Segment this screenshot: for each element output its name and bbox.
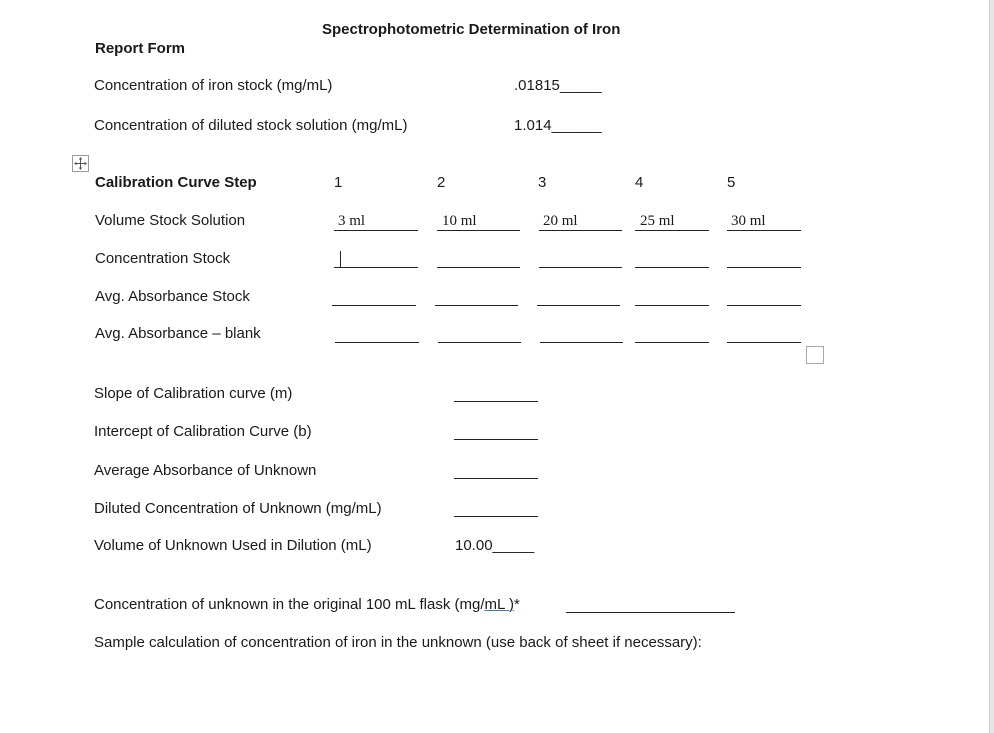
diluted-stock-blank: ______ — [551, 117, 602, 134]
volume-stock-field-2[interactable] — [437, 230, 520, 231]
diluted-stock-label: Concentration of diluted stock solution (mg/mL) — [94, 117, 408, 134]
volume-unknown-label: Volume of Unknown Used in Dilution (mL) — [94, 537, 372, 554]
concentration-stock-field-2[interactable] — [437, 267, 520, 268]
avg-absorbance-blank-field-3[interactable] — [540, 342, 623, 343]
diluted-stock-value: 1.014 — [514, 117, 552, 134]
avg-absorbance-stock-field-4[interactable] — [635, 305, 709, 306]
intercept-field[interactable] — [454, 439, 538, 440]
concentration-stock-field-3[interactable] — [539, 267, 622, 268]
volume-stock-field-4[interactable] — [635, 230, 709, 231]
diluted-stock-field[interactable] — [514, 117, 602, 134]
step-5-header: 5 — [727, 174, 736, 191]
concentration-stock-field-5[interactable] — [727, 267, 801, 268]
iron-stock-field[interactable] — [514, 77, 602, 94]
report-form-label: Report Form — [95, 40, 185, 57]
concentration-stock-label: Concentration Stock — [95, 250, 231, 267]
concentration-stock-field-4[interactable] — [635, 267, 709, 268]
iron-stock-blank: _____ — [559, 77, 602, 94]
volume-stock-field-5[interactable] — [727, 230, 801, 231]
slope-field[interactable] — [454, 401, 538, 402]
step-1-header: 1 — [334, 174, 343, 191]
avg-absorbance-stock-field-5[interactable] — [727, 305, 801, 306]
avg-absorbance-stock-label: Avg. Absorbance Stock — [95, 288, 250, 305]
volume-stock-field-1[interactable] — [334, 230, 418, 231]
avg-absorbance-blank-field-2[interactable] — [438, 342, 521, 343]
conc-original-label-link: mL ) — [484, 596, 514, 613]
volume-unknown-value: 10.00 — [455, 537, 493, 554]
avg-absorbance-blank-field-5[interactable] — [727, 342, 801, 343]
slope-label: Slope of Calibration curve (m) — [94, 385, 293, 402]
conc-original-field[interactable] — [566, 612, 735, 613]
page-right-edge — [989, 0, 994, 733]
step-4-header: 4 — [635, 174, 644, 191]
volume-stock-value-5: 30 ml — [731, 213, 766, 229]
concentration-stock-field-1[interactable] — [334, 267, 418, 268]
volume-unknown-blank: _____ — [492, 537, 535, 554]
avg-absorbance-unknown-label: Average Absorbance of Unknown — [94, 462, 317, 479]
diluted-unknown-label: Diluted Concentration of Unknown (mg/mL) — [94, 500, 382, 517]
avg-absorbance-blank-field-4[interactable] — [635, 342, 709, 343]
avg-absorbance-unknown-field[interactable] — [454, 478, 538, 479]
volume-stock-value-1: 3 ml — [338, 213, 366, 229]
intercept-label: Intercept of Calibration Curve (b) — [94, 423, 312, 440]
sample-calculation-label: Sample calculation of concentration of iron in the unknown (use back of sheet if necessary): — [94, 634, 702, 651]
volume-stock-value-3: 20 ml — [543, 213, 578, 229]
iron-stock-value: .01815 — [514, 77, 560, 94]
volume-stock-value-2: 10 ml — [442, 213, 477, 229]
avg-absorbance-stock-field-3[interactable] — [537, 305, 620, 306]
step-2-header: 2 — [437, 174, 446, 191]
volume-stock-field-3[interactable] — [539, 230, 622, 231]
conc-original-label-main: Concentration of unknown in the original 100 mL flask (mg/ — [94, 596, 485, 613]
volume-stock-value-4: 25 ml — [640, 213, 675, 229]
page-title: Spectrophotometric Determination of Iron — [322, 21, 621, 38]
conc-original-label-tail: * — [513, 596, 520, 613]
avg-absorbance-stock-field-1[interactable] — [332, 305, 416, 306]
calibration-header-label: Calibration Curve Step — [95, 174, 257, 191]
table-move-handle-icon[interactable] — [72, 155, 89, 172]
avg-absorbance-blank-field-1[interactable] — [335, 342, 419, 343]
volume-unknown-field[interactable] — [455, 537, 534, 554]
diluted-unknown-field[interactable] — [454, 516, 538, 517]
avg-absorbance-stock-field-2[interactable] — [435, 305, 518, 306]
text-cursor — [340, 251, 341, 268]
checkbox-icon[interactable] — [806, 346, 824, 364]
volume-stock-label: Volume Stock Solution — [95, 212, 246, 229]
conc-original-label — [94, 596, 520, 613]
avg-absorbance-blank-label: Avg. Absorbance – blank — [95, 325, 261, 342]
iron-stock-label: Concentration of iron stock (mg/mL) — [94, 77, 333, 94]
step-3-header: 3 — [538, 174, 547, 191]
